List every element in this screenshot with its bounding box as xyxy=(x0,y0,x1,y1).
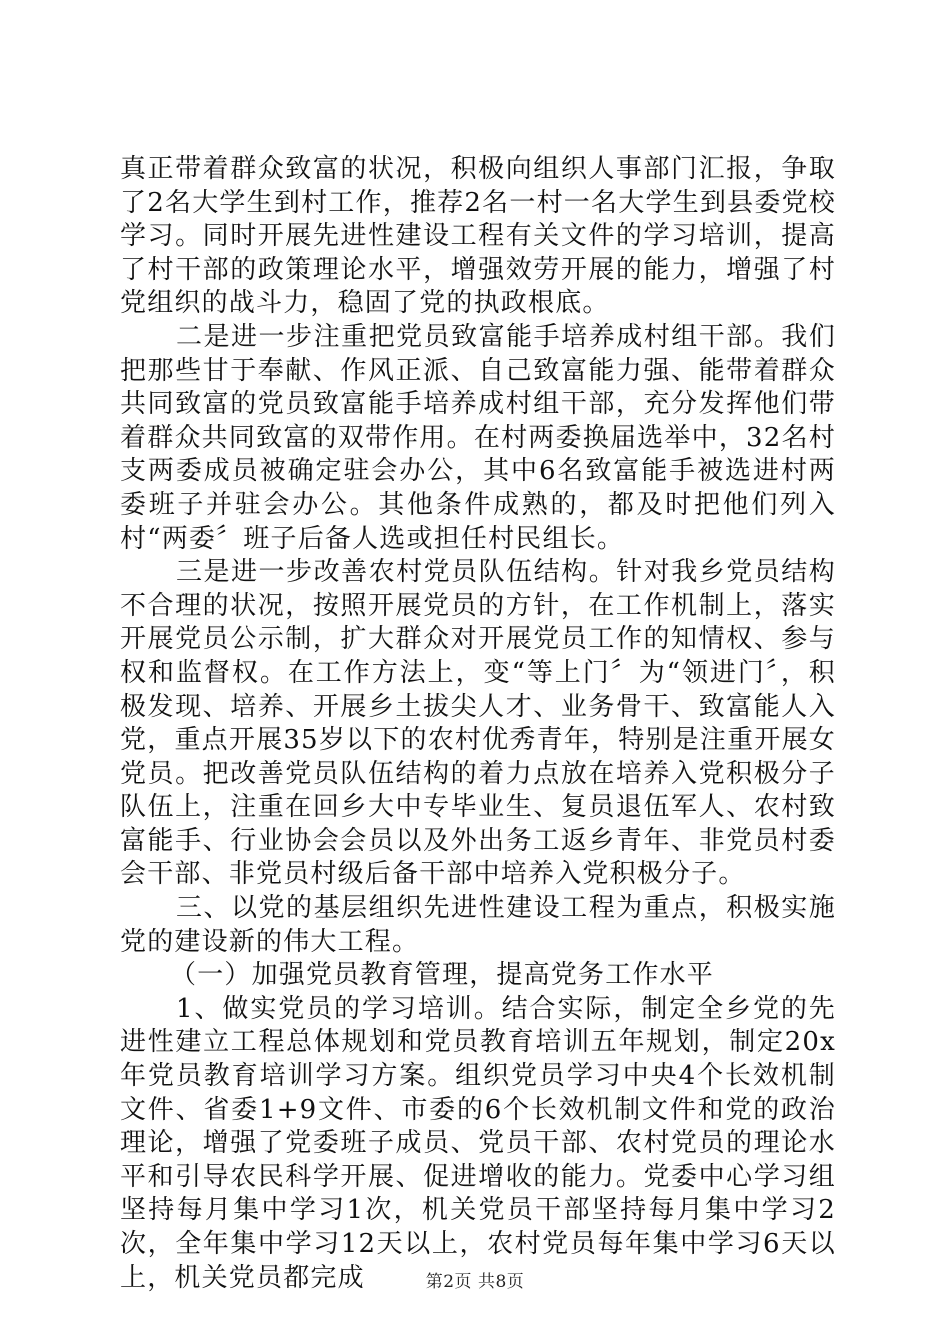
paragraph-member-structure: 三是进一步改善农村党员队伍结构。针对我乡党员结构不合理的状况，按照开展党员的方针，在工作机制上，落实开展党员公示制，扩大群众对开展党员工作的知情权、参与权和监督权。在工作方法上，变“等上门〞为“领进门〞，积极发现、培养、开展乡土拔尖人才、业务骨干、致富能人入党，重点开展35岁以下的农村优秀青年，特别是注重开展女党员。把改善党员队伍结构的着力点放在培养入党积极分子队伍上，注重在回乡大中专毕业生、复员退伍军人、农村致富能手、行业协会会员以及外出务工返乡青年、非党员村委会干部、非党员村级后备干部中培养入党积极分子。 xyxy=(120,557,836,890)
paragraph-cadre-training: 二是进一步注重把党员致富能手培养成村组干部。我们把那些甘于奉献、作风正派、自己致富能力强、能带着群众共同致富的党员致富能手培养成村组干部，充分发挥他们带着群众共同致富的双带作用。在村两委换届选举中，32名村支两委成员被确定驻会办公，其中6名致富能手被选进村两委班子并驻会办公。其他条件成熟的，都及时把他们列入村“两委〞班子后备人选或担任村民组长。 xyxy=(120,321,836,554)
page-number-footer: 第2页 共8页 xyxy=(425,1272,525,1292)
paragraph-study-training: 1、做实党员的学习培训。结合实际，制定全乡党的先进性建立工程总体规划和党员教育培训五年规划，制定20x年党员教育培训学习方案。组织党员学习中央4个长效机制文件、省委1+9文件、市委的6个长效机制文件和党的政治理论，增强了党委班子成员、党员干部、农村党员的理论水平和引导农民科学开展、促进增收的能力。党委中心学习组坚持每月集中学习1次，机关党员干部坚持每月集中学习2次，全年集中学习12天以上，农村党员每年集中学习6天以上，机关党员都完成 xyxy=(120,993,836,1293)
paragraph-continuation: 真正带着群众致富的状况，积极向组织人事部门汇报，争取了2名大学生到村工作，推荐2名一村一名大学生到县委党校学习。同时开展先进性建设工程有关文件的学习培训，提高了村干部的政策理论水平，增强效劳开展的能力，增强了村党组织的战斗力，稳固了党的执政根底。 xyxy=(120,154,836,319)
document-body xyxy=(120,153,836,1295)
section-heading-three: 三、以党的基层组织先进性建设工程为重点，积极实施党的建设新的伟大工程。 xyxy=(120,893,836,957)
subsection-heading-one: （一）加强党员教育管理，提高党务工作水平 xyxy=(170,960,715,991)
